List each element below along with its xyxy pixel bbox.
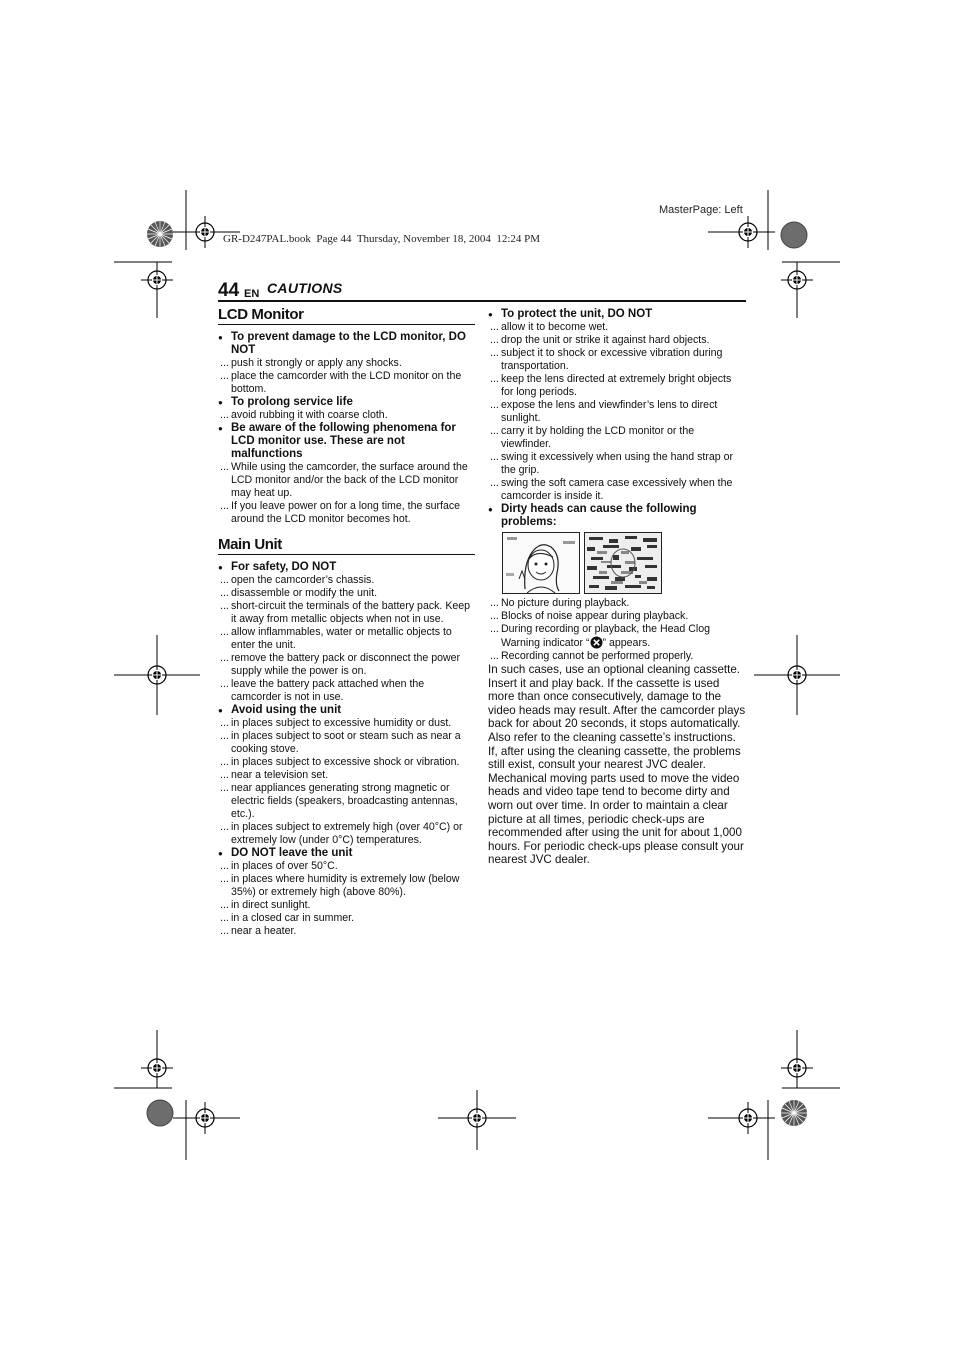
list-item: ... in places subject to excessive humidity or dust.: [218, 717, 475, 730]
clean-picture-illustration: [502, 532, 580, 594]
list-item: ... remove the battery pack or disconnect the power supply while the power is on.: [218, 652, 475, 678]
clog-warning-text-prefix: During recording or playback, the Head Clog Warning indicator “: [501, 623, 711, 649]
bullet-heading: ● For safety, DO NOT: [218, 561, 475, 574]
bullet-heading: ● To prolong service life: [218, 396, 475, 409]
list-item: ... in places subject to excessive shock or vibration.: [218, 756, 475, 769]
page-header: [218, 280, 746, 302]
list-item: ... leave the battery pack attached when the camcorder is not in use.: [218, 678, 475, 704]
list-item: ... in direct sunlight.: [218, 899, 475, 912]
list-item: ... avoid rubbing it with coarse cloth.: [218, 409, 475, 422]
list-item: ... carry it by holding the LCD monitor or the viewfinder.: [488, 425, 746, 451]
list-item: ... push it strongly or apply any shocks.: [218, 357, 475, 370]
list-item: ... keep the lens directed at extremely bright objects for long periods.: [488, 373, 746, 399]
section-title: CAUTIONS: [267, 280, 343, 296]
head-clog-warning-icon: [590, 636, 603, 649]
list-item: ... short-circuit the terminals of the battery pack. Keep it away from metallic objects when not in use.: [218, 600, 475, 626]
left-column: [218, 308, 475, 938]
list-item: ... expose the lens and viewfinder’s lens to direct sunlight.: [488, 399, 746, 425]
bullet-heading: ● To prevent damage to the LCD monitor, DO NOT: [218, 331, 475, 357]
list-item: ... No picture during playback.: [488, 597, 746, 610]
list-item: ... in places of over 50°C.: [218, 860, 475, 873]
bullet-heading: ● DO NOT leave the unit: [218, 847, 475, 860]
list-item: ... disassemble or modify the unit.: [218, 587, 475, 600]
list-item: ... near appliances generating strong magnetic or electric fields (speakers, broadcasting antennas, etc.).: [218, 782, 475, 821]
list-item: ... in places subject to soot or steam such as near a cooking stove.: [218, 730, 475, 756]
bullet-heading: ● Be aware of the following phenomena for LCD monitor use. These are not malfunctions: [218, 422, 475, 461]
list-item: ... near a television set.: [218, 769, 475, 782]
list-item: ... drop the unit or strike it against hard objects.: [488, 334, 746, 347]
list-item: ... in places subject to extremely high (over 40°C) or extremely low (under 0°C) temperatures.: [218, 821, 475, 847]
list-item: ... allow it to become wet.: [488, 321, 746, 334]
list-item: ... near a heater.: [218, 925, 475, 938]
list-item: ... swing it excessively when using the hand strap or the grip.: [488, 451, 746, 477]
main-unit-heading: Main Unit: [218, 538, 475, 555]
bullet-heading: ● Avoid using the unit: [218, 704, 475, 717]
list-item: ... in places where humidity is extremely low (below 35%) or extremely high (above 80%).: [218, 873, 475, 899]
clog-warning-text-suffix: ” appears.: [602, 637, 651, 649]
list-item: ... Blocks of noise appear during playback.: [488, 610, 746, 623]
file-info: GR-D247PAL.book Page 44 Thursday, November 18, 2004 12:24 PM: [223, 233, 541, 245]
paragraph: If, after using the cleaning cassette, the problems still exist, consult your nearest JVC dealer.: [488, 744, 741, 772]
bullet-heading: ● To protect the unit, DO NOT: [488, 308, 746, 321]
masterpage-label: MasterPage: Left: [659, 204, 743, 216]
dirty-heads-figures: [502, 532, 746, 594]
lcd-monitor-heading: LCD Monitor: [218, 308, 475, 325]
list-item: [488, 623, 746, 650]
bullet-heading: ● Dirty heads can cause the following problems:: [488, 503, 746, 529]
list-item: ... While using the camcorder, the surface around the LCD monitor and/or the back of the LCD monitor may heat up.: [218, 461, 475, 500]
list-item: ... subject it to shock or excessive vibration during transportation.: [488, 347, 746, 373]
list-item: ... allow inflammables, water or metallic objects to enter the unit.: [218, 626, 475, 652]
list-item: ... open the camcorder’s chassis.: [218, 574, 475, 587]
list-item: ... If you leave power on for a long time, the surface around the LCD monitor becomes hot.: [218, 500, 475, 526]
right-column: [488, 308, 746, 867]
language-label: EN: [244, 288, 260, 300]
page-number: 44: [218, 280, 240, 301]
paragraph: In such cases, use an optional cleaning cassette. Insert it and play back. If the cassette is used more than once consecutively, damage to the video heads may result. After the camcorder plays back for about 20 seconds, it stops automatically. Also refer to the cleaning cassette’s instructions.: [488, 663, 746, 744]
paragraph: Mechanical moving parts used to move the video heads and video tape tend to become dirty and worn out over time. In order to maintain a clear picture at all times, periodic check-ups are recommended after using the unit for about 1,000 hours. For periodic check-ups please consult your nearest JVC dealer.: [488, 771, 744, 867]
list-item: ... place the camcorder with the LCD monitor on the bottom.: [218, 370, 475, 396]
list-item: ... in a closed car in summer.: [218, 912, 475, 925]
list-item: ... swing the soft camera case excessively when the camcorder is inside it.: [488, 477, 746, 503]
list-item: ... Recording cannot be performed properly.: [488, 650, 746, 663]
noisy-picture-illustration: [584, 532, 662, 594]
